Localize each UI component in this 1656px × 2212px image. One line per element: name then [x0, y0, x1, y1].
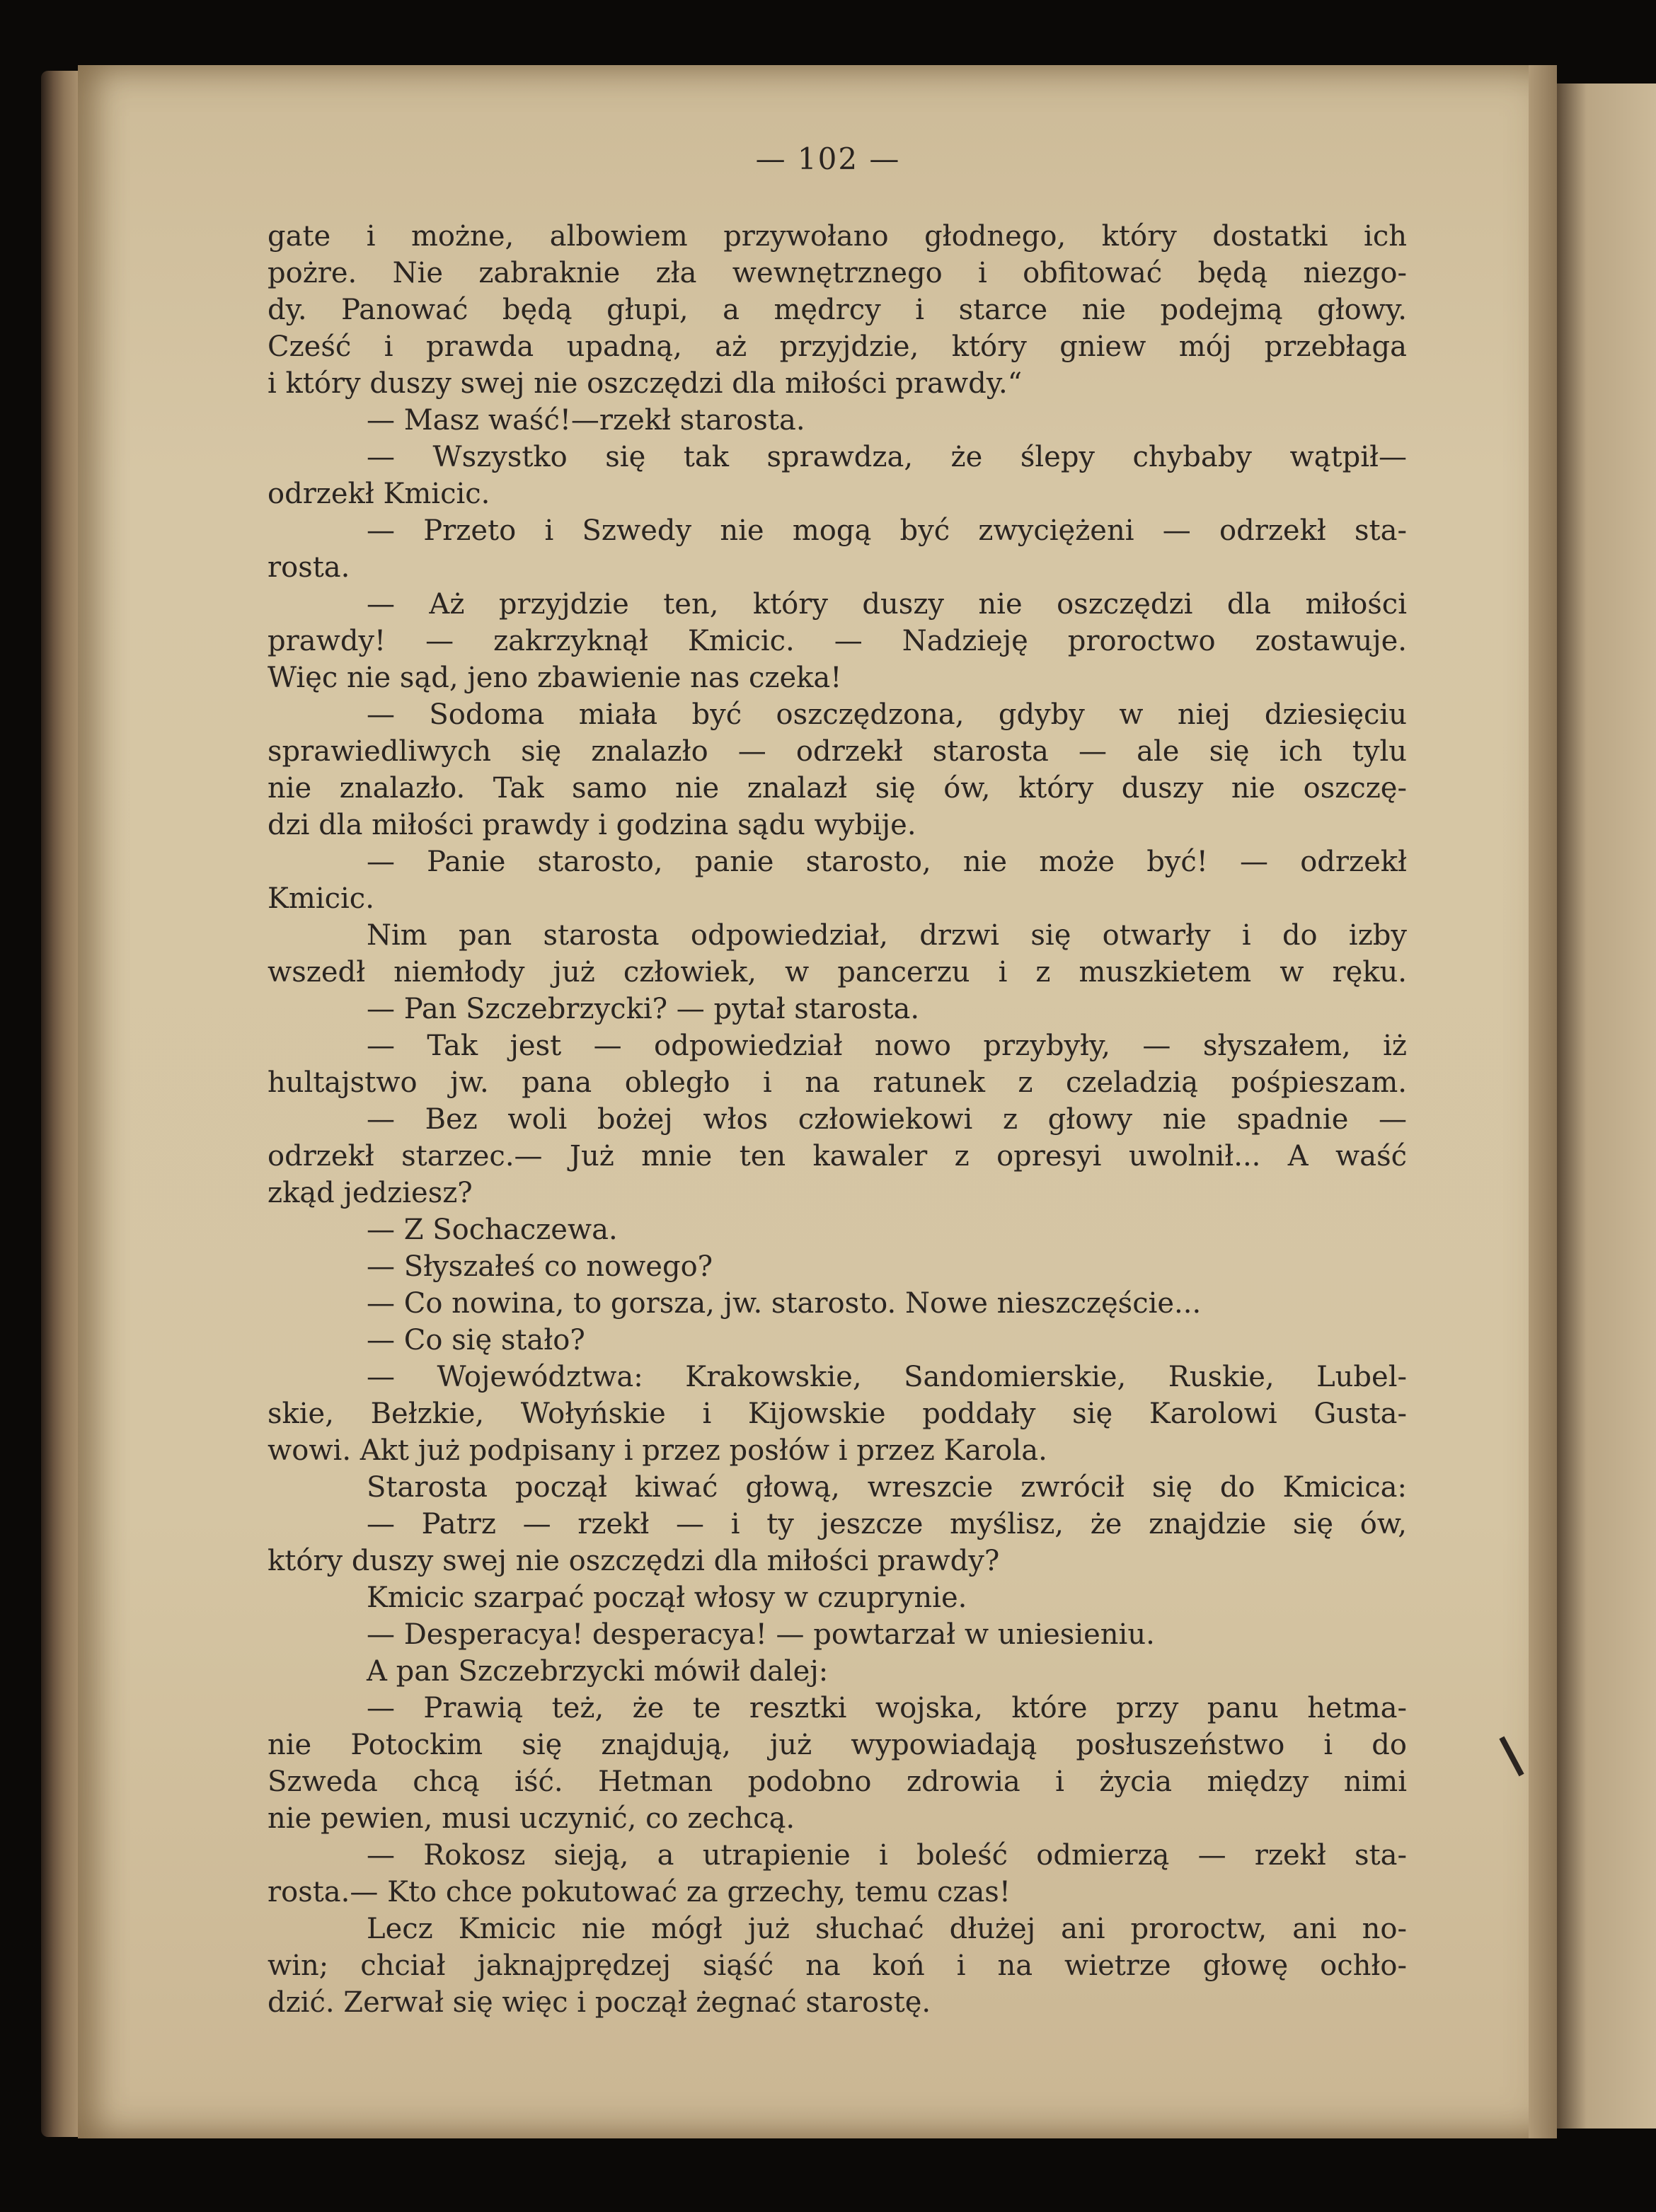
text-line: dzić. Zerwał się więc i począł żegnać starostę.: [268, 1986, 931, 2019]
text-line: nie znalazło. Tak samo nie znalazł się ów, który duszy nie oszczę-: [268, 772, 1407, 805]
text-line: pożre. Nie zabraknie zła wewnętrznego i obfitować będą niezgo-: [268, 257, 1407, 289]
next-page-edge: [1557, 83, 1656, 2129]
text-line: — Sodoma miała być oszczędzona, gdyby w niej dziesięciu: [367, 698, 1407, 731]
text-line: — Wszystko się tak sprawdza, że ślepy chybaby wątpił—: [367, 441, 1407, 473]
text-line: — Aż przyjdzie ten, który duszy nie oszczędzi dla miłości: [367, 588, 1407, 621]
text-line: — Bez woli bożej włos człowiekowi z głowy nie spadnie —: [367, 1103, 1407, 1136]
text-line: — Desperacya! desperacya! — powtarzał w uniesieniu.: [367, 1618, 1155, 1651]
text-line: wowi. Akt już podpisany i przez posłów i przez Karola.: [268, 1434, 1047, 1467]
text-line: Kmicic szarpać począł włosy w czuprynie.: [367, 1582, 967, 1614]
page-number: — 102 —: [755, 142, 901, 176]
text-line: — Przeto i Szwedy nie mogą być zwyciężeni — odrzekł sta-: [367, 514, 1407, 547]
text-line: Nim pan starosta odpowiedział, drzwi się otwarły i do izby: [367, 919, 1407, 952]
text-line: zkąd jedziesz?: [268, 1177, 473, 1209]
text-line: — Słyszałeś co nowego?: [367, 1250, 713, 1283]
text-line: A pan Szczebrzycki mówił dalej:: [367, 1655, 829, 1688]
text-line: dzi dla miłości prawdy i godzina sądu wybije.: [268, 809, 916, 841]
text-line: Kmicic.: [268, 882, 374, 915]
text-line: — Prawią też, że te resztki wojska, które przy panu hetma-: [367, 1692, 1407, 1724]
text-line: odrzekł Kmicic.: [268, 478, 490, 510]
text-line: — Panie starosto, panie starosto, nie może być! — odrzekł: [367, 846, 1407, 878]
text-line: rosta.— Kto chce pokutować za grzechy, temu czas!: [268, 1876, 1011, 1908]
page-gutter: [1529, 65, 1557, 2138]
text-line: — Pan Szczebrzycki? — pytał starosta.: [367, 993, 920, 1025]
text-line: rosta.: [268, 551, 350, 584]
text-line: win; chciał jaknajprędzej siąść na koń i na wietrze głowę ochło-: [268, 1949, 1407, 1982]
text-line: Więc nie sąd, jeno zbawienie nas czeka!: [268, 662, 842, 694]
text-line: prawdy! — zakrzyknął Kmicic. — Nadzieję proroctwo zostawuje.: [268, 625, 1407, 657]
text-line: nie pewien, musi uczynić, co zechcą.: [268, 1802, 795, 1835]
book-spine-edge: [41, 71, 84, 2137]
page-text: [268, 218, 1407, 2021]
text-line: dy. Panować będą głupi, a mędrcy i starce nie podejmą głowy.: [268, 294, 1407, 326]
text-line: sprawiedliwych się znalazło — odrzekł starosta — ale się ich tylu: [268, 735, 1407, 768]
text-line: — Co się stało?: [367, 1324, 585, 1356]
text-line: — Rokosz sieją, a utrapienie i boleść odmierzą — rzekł sta-: [367, 1839, 1407, 1872]
text-line: Lecz Kmicic nie mógł już słuchać dłużej ani proroctw, ani no-: [367, 1913, 1407, 1945]
text-line: i który duszy swej nie oszczędzi dla miłości prawdy.“: [268, 367, 1023, 400]
text-line: Szweda chcą iść. Hetman podobno zdrowia i życia między nimi: [268, 1765, 1407, 1798]
text-line: — Masz waść!—rzekł starosta.: [367, 404, 805, 437]
text-line: odrzekł starzec.— Już mnie ten kawaler z opresyi uwolnił... A waść: [268, 1140, 1407, 1173]
text-line: Cześć i prawda upadną, aż przyjdzie, który gniew mój przebłaga: [268, 330, 1407, 363]
text-line: nie Potockim się znajdują, już wypowiadają posłuszeństwo i do: [268, 1729, 1407, 1761]
text-line: hultajstwo jw. pana obległo i na ratunek z czeladzią pośpieszam.: [268, 1066, 1407, 1099]
text-line: — Z Sochaczewa.: [367, 1214, 618, 1246]
text-line: gate i możne, albowiem przywołano głodnego, który dostatki ich: [268, 220, 1407, 253]
text-line: — Co nowina, to gorsza, jw. starosto. Nowe nieszczęście...: [367, 1287, 1202, 1320]
text-line: wszedł niemłody już człowiek, w pancerzu i z muszkietem w ręku.: [268, 956, 1407, 989]
text-line: Starosta począł kiwać głową, wreszcie zwrócił się do Kmicica:: [367, 1471, 1407, 1504]
text-line: — Województwa: Krakowskie, Sandomierskie, Ruskie, Lubel-: [367, 1361, 1407, 1393]
text-line: który duszy swej nie oszczędzi dla miłości prawdy?: [268, 1545, 1000, 1577]
text-line: skie, Bełzkie, Wołyńskie i Kijowskie poddały się Karolowi Gusta-: [268, 1398, 1407, 1430]
text-line: — Patrz — rzekł — i ty jeszcze myślisz, że znajdzie się ów,: [367, 1508, 1407, 1540]
text-line: — Tak jest — odpowiedział nowo przybyły, — słyszałem, iż: [367, 1030, 1407, 1062]
